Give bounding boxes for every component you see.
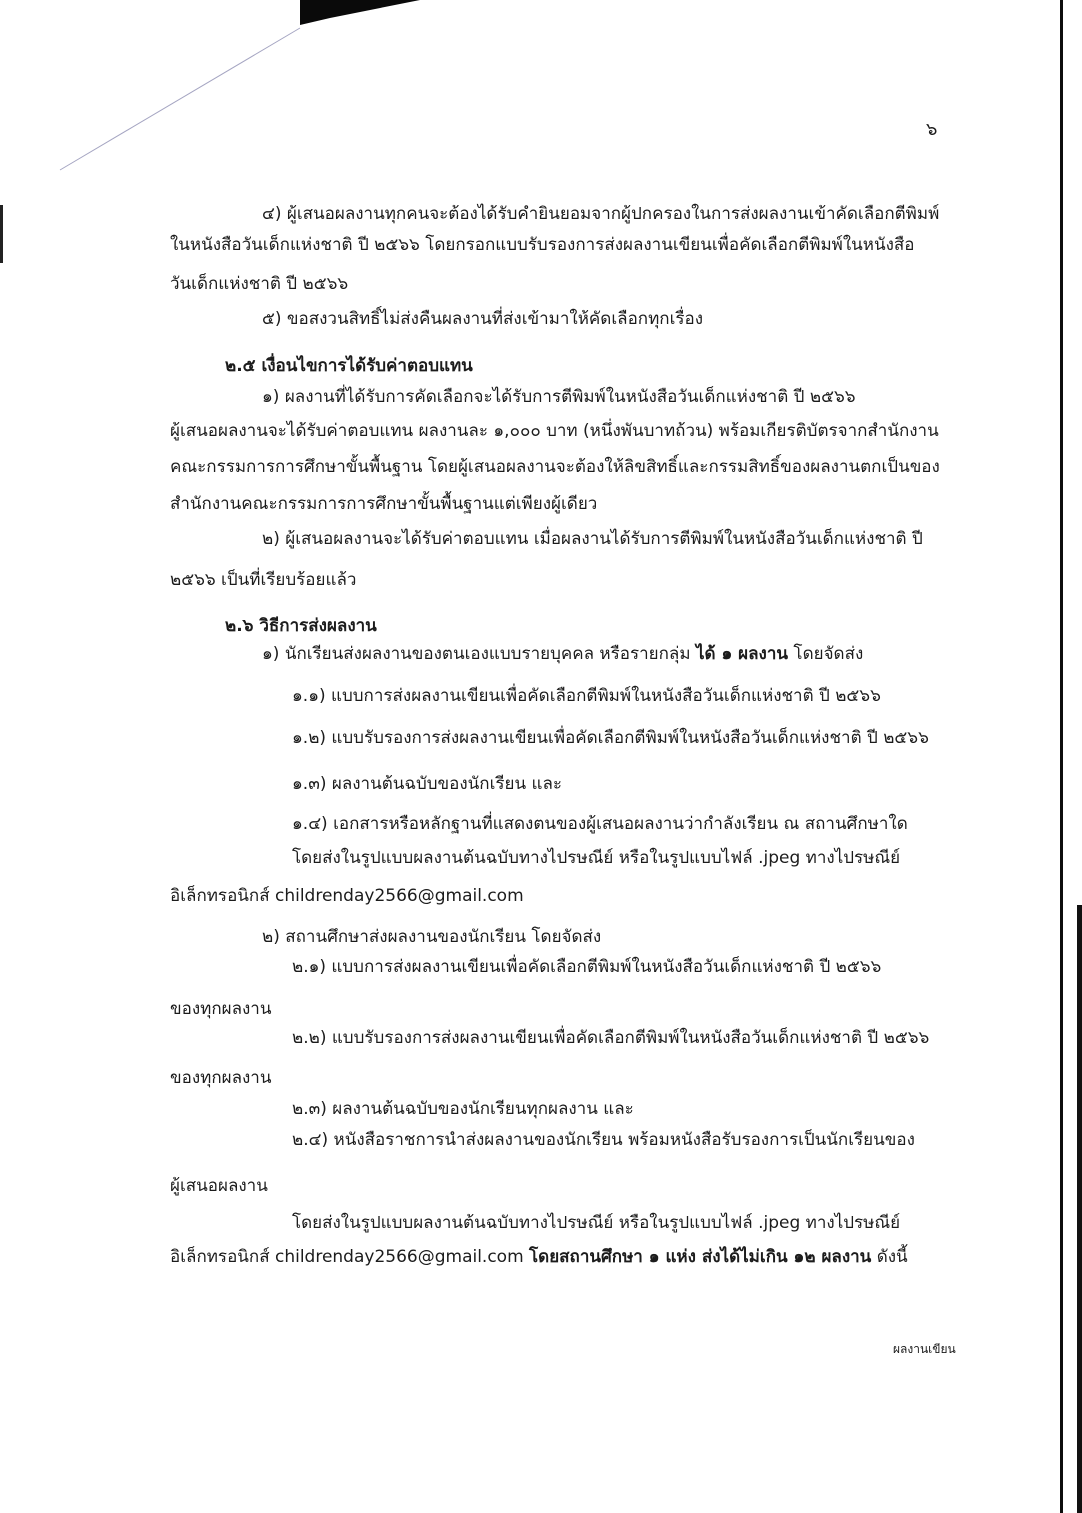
paragraph-line: ของทุกผลงาน bbox=[170, 1068, 272, 1088]
list-item: ๑.๓) ผลงานต้นฉบับของนักเรียน และ bbox=[292, 774, 562, 794]
paragraph-line: ๒) สถานศึกษาส่งผลงานของนักเรียน โดยจัดส่ง bbox=[262, 927, 602, 947]
list-item: ๒.๔) หนังสือราชการนำส่งผลงานของนักเรียน พร้อมหนังสือรับรองการเป็นนักเรียนของ bbox=[292, 1130, 915, 1150]
page-number: ๖ bbox=[926, 119, 938, 140]
paragraph-line: ผู้เสนอผลงานจะได้รับค่าตอบแทน ผลงานละ ๑,๐๐๐ บาท (หนึ่งพันบาทถ้วน) พร้อมเกียรติบัตรจากสำนักงาน bbox=[170, 421, 939, 441]
text-run: โดยจัดส่ง bbox=[788, 644, 864, 664]
list-item: ๒.๑) แบบการส่งผลงานเขียนเพื่อคัดเลือกตีพิมพ์ในหนังสือวันเด็กแห่งชาติ ปี ๒๕๖๖ bbox=[292, 957, 882, 977]
paragraph-line: วันเด็กแห่งชาติ ปี ๒๕๖๖ bbox=[170, 274, 349, 294]
text-run: ๑) นักเรียนส่งผลงานของตนเองแบบรายบุคคล หรือรายกลุ่ม bbox=[262, 644, 696, 664]
list-item: ๑.๑) แบบการส่งผลงานเขียนเพื่อคัดเลือกตีพิมพ์ในหนังสือวันเด็กแห่งชาติ ปี ๒๕๖๖ bbox=[292, 686, 881, 706]
paragraph-line: โดยส่งในรูปแบบผลงานต้นฉบับทางไปรษณีย์ หรือในรูปแบบไฟล์ .jpeg ทางไปรษณีย์ bbox=[292, 848, 901, 868]
paragraph-line: คณะกรรมการการศึกษาขั้นพื้นฐาน โดยผู้เสนอผลงานจะต้องให้ลิขสิทธิ์และกรรมสิทธิ์ของผลงานตกเป็นของ bbox=[170, 457, 940, 477]
paragraph-line: ๕) ขอสงวนสิทธิ์ไม่ส่งคืนผลงานที่ส่งเข้ามาให้คัดเลือกทุกเรื่อง bbox=[262, 309, 704, 329]
text-run-bold: โดยสถานศึกษา ๑ แห่ง ส่งได้ไม่เกิน ๑๒ ผลงาน bbox=[529, 1247, 872, 1267]
paragraph-line: ๒) ผู้เสนอผลงานจะได้รับค่าตอบแทน เมื่อผลงานได้รับการตีพิมพ์ในหนังสือวันเด็กแห่งชาติ ปี bbox=[262, 529, 923, 549]
list-item: ๑.๔) เอกสารหรือหลักฐานที่แสดงตนของผู้เสนอผลงานว่ากำลังเรียน ณ สถานศึกษาใด bbox=[292, 814, 908, 834]
footer-label: ผลงานเขียน bbox=[893, 1342, 956, 1356]
text-run: ดังนี้ bbox=[871, 1247, 908, 1267]
paragraph-line: ผู้เสนอผลงาน bbox=[170, 1176, 268, 1196]
section-heading: ๒.๕ เงื่อนไขการได้รับค่าตอบแทน bbox=[225, 356, 473, 376]
list-item: ๒.๒) แบบรับรองการส่งผลงานเขียนเพื่อคัดเลือกตีพิมพ์ในหนังสือวันเด็กแห่งชาติ ปี ๒๕๖๖ bbox=[292, 1028, 930, 1048]
paragraph-line: ๔) ผู้เสนอผลงานทุกคนจะต้องได้รับคำยินยอมจากผู้ปกครองในการส่งผลงานเข้าคัดเลือกตีพิมพ์ bbox=[262, 204, 940, 224]
paragraph-line: ในหนังสือวันเด็กแห่งชาติ ปี ๒๕๖๖ โดยกรอกแบบรับรองการส่งผลงานเขียนเพื่อคัดเลือกตีพิมพ์ในหนังสือ bbox=[170, 235, 915, 255]
text-run: อิเล็กทรอนิกส์ childrenday2566@gmail.com bbox=[170, 1247, 530, 1267]
scan-shadow-corner bbox=[300, 0, 420, 25]
list-item: ๑.๒) แบบรับรองการส่งผลงานเขียนเพื่อคัดเลือกตีพิมพ์ในหนังสือวันเด็กแห่งชาติ ปี ๒๕๖๖ bbox=[292, 728, 929, 748]
scan-fold-line bbox=[60, 28, 300, 170]
scan-edge-left bbox=[0, 205, 3, 263]
paragraph-line bbox=[170, 1245, 908, 1269]
paragraph-line: อิเล็กทรอนิกส์ childrenday2566@gmail.com bbox=[170, 886, 524, 906]
paragraph-line: สำนักงานคณะกรรมการการศึกษาขั้นพื้นฐานแต่เพียงผู้เดียว bbox=[170, 494, 598, 514]
scan-edge-right-shadow bbox=[1077, 905, 1082, 1513]
section-heading: ๒.๖ วิธีการส่งผลงาน bbox=[225, 616, 377, 636]
list-item: ๒.๓) ผลงานต้นฉบับของนักเรียนทุกผลงาน และ bbox=[292, 1099, 634, 1119]
paragraph-line: ๑) ผลงานที่ได้รับการคัดเลือกจะได้รับการตีพิมพ์ในหนังสือวันเด็กแห่งชาติ ปี ๒๕๖๖ bbox=[262, 387, 856, 407]
paragraph-line bbox=[262, 642, 863, 666]
paragraph-line: โดยส่งในรูปแบบผลงานต้นฉบับทางไปรษณีย์ หรือในรูปแบบไฟล์ .jpeg ทางไปรษณีย์ bbox=[292, 1213, 901, 1233]
paragraph-line: ๒๕๖๖ เป็นที่เรียบร้อยแล้ว bbox=[170, 570, 357, 590]
text-run-bold: ได้ ๑ ผลงาน bbox=[695, 644, 789, 664]
scan-edge-right bbox=[1060, 0, 1063, 1513]
paragraph-line: ของทุกผลงาน bbox=[170, 999, 272, 1019]
